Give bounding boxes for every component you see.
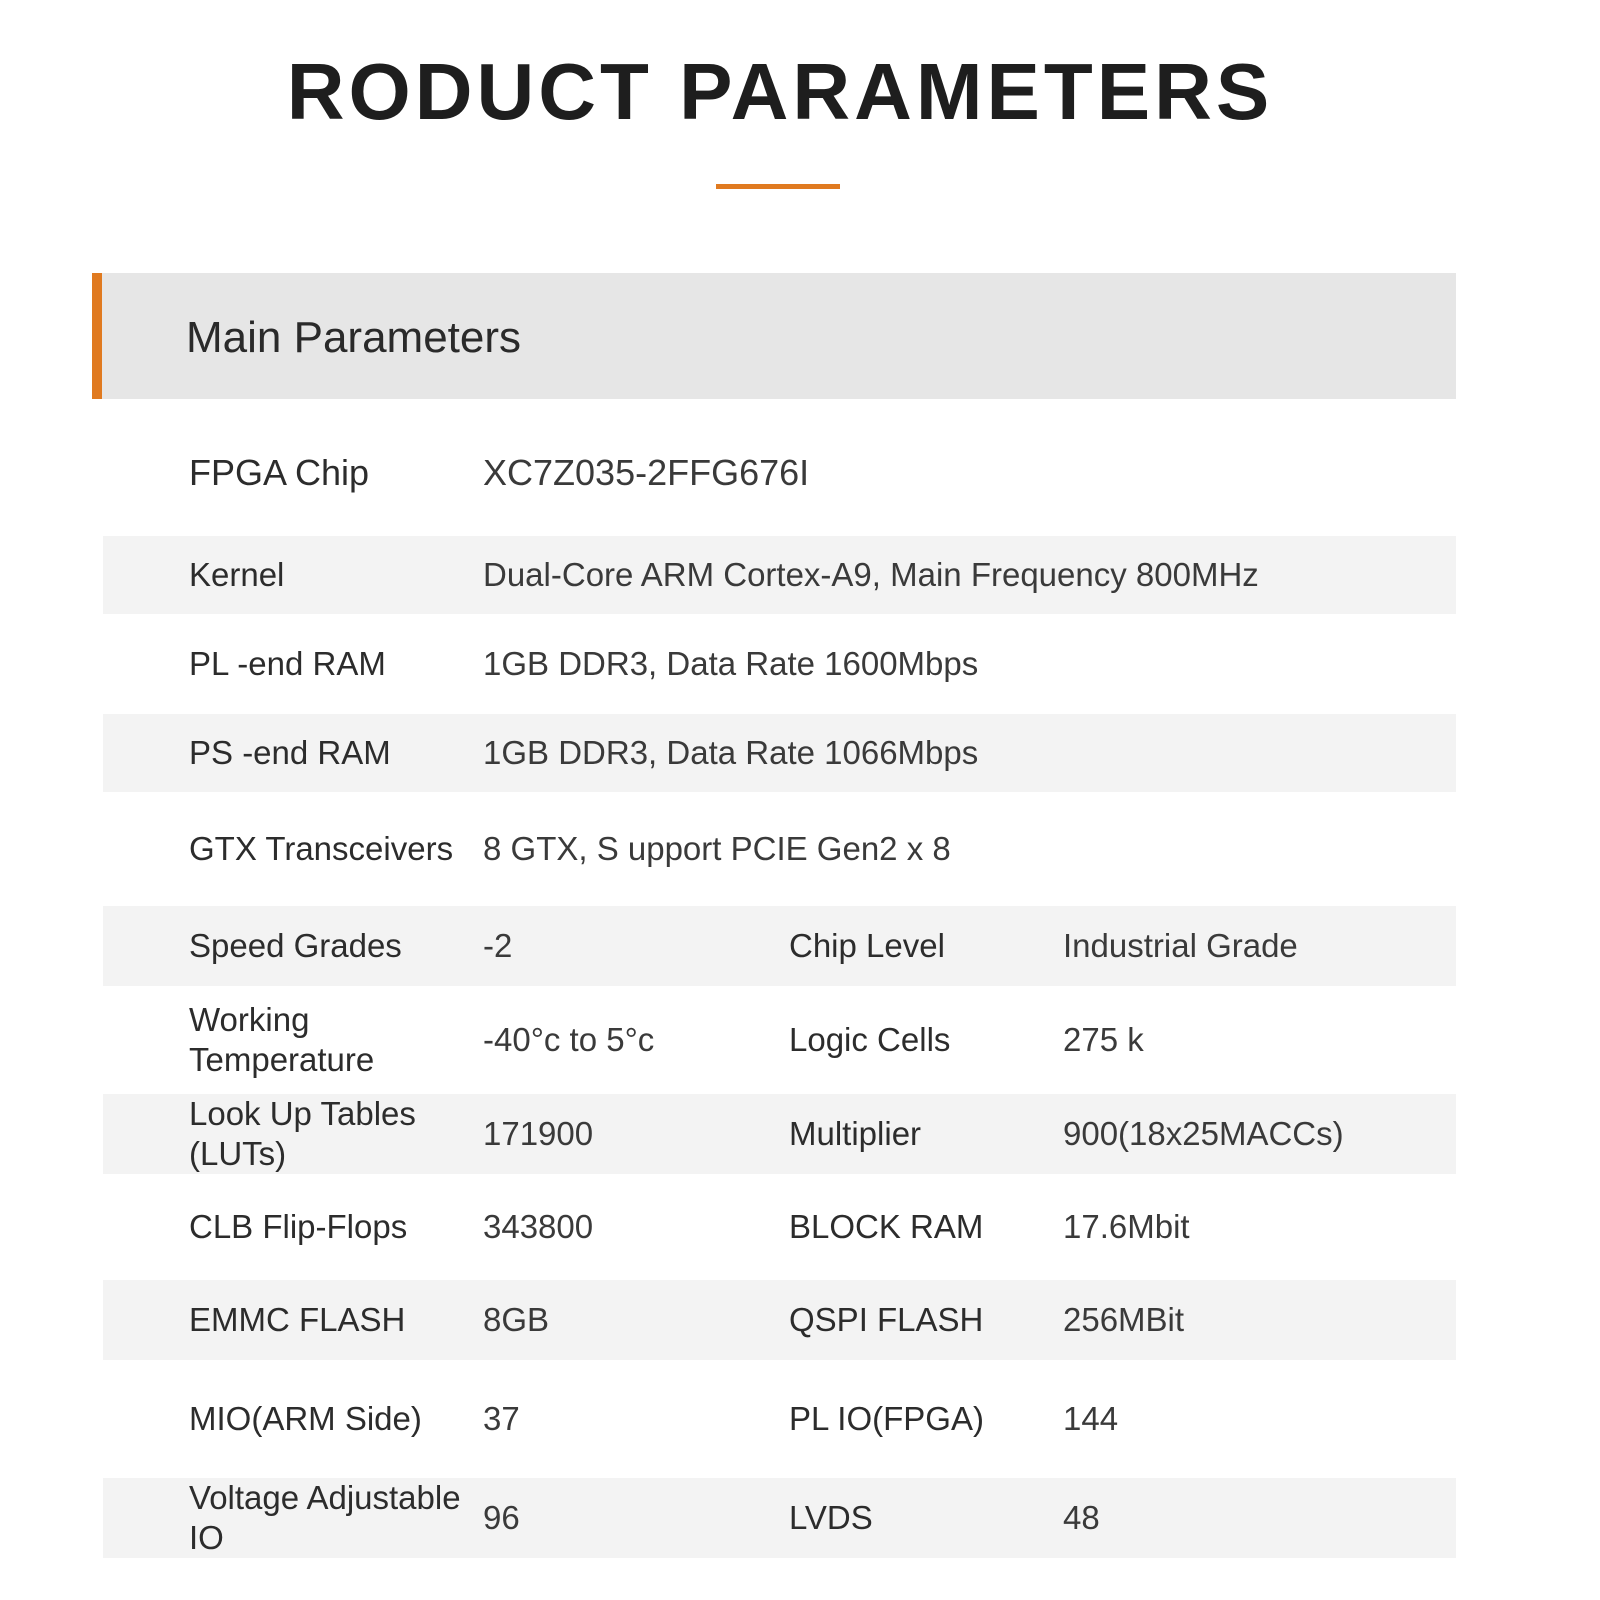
param-label: Multiplier: [789, 1115, 922, 1152]
param-value: 48: [1063, 1499, 1100, 1536]
table-row: [103, 536, 1456, 614]
param-label: EMMC FLASH: [189, 1301, 406, 1338]
table-row: [103, 410, 1456, 536]
param-value: XC7Z035-2FFG676I: [483, 452, 810, 493]
param-value: 8GB: [483, 1301, 550, 1338]
param-value: 37: [483, 1400, 520, 1437]
param-label: Speed Grades: [189, 927, 402, 964]
table-row: [103, 1280, 1456, 1360]
param-value: 1GB DDR3, Data Rate 1600Mbps: [483, 645, 979, 682]
param-value: 144: [1063, 1400, 1119, 1437]
param-value: 8 GTX, S upport PCIE Gen2 x 8: [483, 830, 951, 867]
param-value: Dual-Core ARM Cortex-A9, Main Frequency 800MHz: [483, 556, 1259, 593]
param-label: BLOCK RAM: [789, 1208, 984, 1245]
param-value: 275 k: [1063, 1021, 1144, 1058]
param-value: 343800: [483, 1208, 594, 1245]
table-row: [103, 792, 1456, 906]
table-row: [103, 1478, 1456, 1558]
param-label: LVDS: [789, 1499, 873, 1536]
param-label: Kernel: [189, 556, 285, 593]
param-value: 1GB DDR3, Data Rate 1066Mbps: [483, 734, 979, 771]
param-label: Look Up Tables (LUTs): [189, 1095, 416, 1172]
param-value: -2: [483, 927, 513, 964]
param-value: 171900: [483, 1115, 594, 1152]
section-title: Main Parameters: [186, 313, 522, 362]
param-value: 900(18x25MACCs): [1063, 1115, 1344, 1152]
param-label: CLB Flip-Flops: [189, 1208, 408, 1245]
section-accent-bar: [92, 273, 102, 399]
param-value: -40°c to 5°c: [483, 1021, 655, 1058]
param-value: 256MBit: [1063, 1301, 1185, 1338]
param-label: Working Temperature: [189, 1001, 375, 1078]
param-label: Voltage Adjustable IO: [189, 1479, 461, 1556]
table-row: [103, 906, 1456, 986]
table-row: [103, 714, 1456, 792]
param-value: 96: [483, 1499, 520, 1536]
param-label: PL -end RAM: [189, 645, 386, 682]
param-label: PS -end RAM: [189, 734, 391, 771]
param-label: MIO(ARM Side): [189, 1400, 422, 1437]
param-label: QSPI FLASH: [789, 1301, 984, 1338]
param-label: GTX Transceivers: [189, 830, 454, 867]
table-row: [103, 1174, 1456, 1280]
param-value: Industrial Grade: [1063, 927, 1298, 964]
table-row: [103, 614, 1456, 714]
param-label: Logic Cells: [789, 1021, 951, 1058]
table-row: [103, 1094, 1456, 1174]
section-header: [92, 273, 1456, 399]
param-label: Chip Level: [789, 927, 945, 964]
page-title: RODUCT PARAMETERS: [286, 47, 1274, 136]
table-row: [103, 1360, 1456, 1478]
param-label: PL IO(FPGA): [789, 1400, 984, 1437]
table-row: [103, 986, 1456, 1094]
param-label: FPGA Chip: [189, 452, 370, 493]
title-divider: [716, 184, 840, 189]
param-value: 17.6Mbit: [1063, 1208, 1190, 1245]
